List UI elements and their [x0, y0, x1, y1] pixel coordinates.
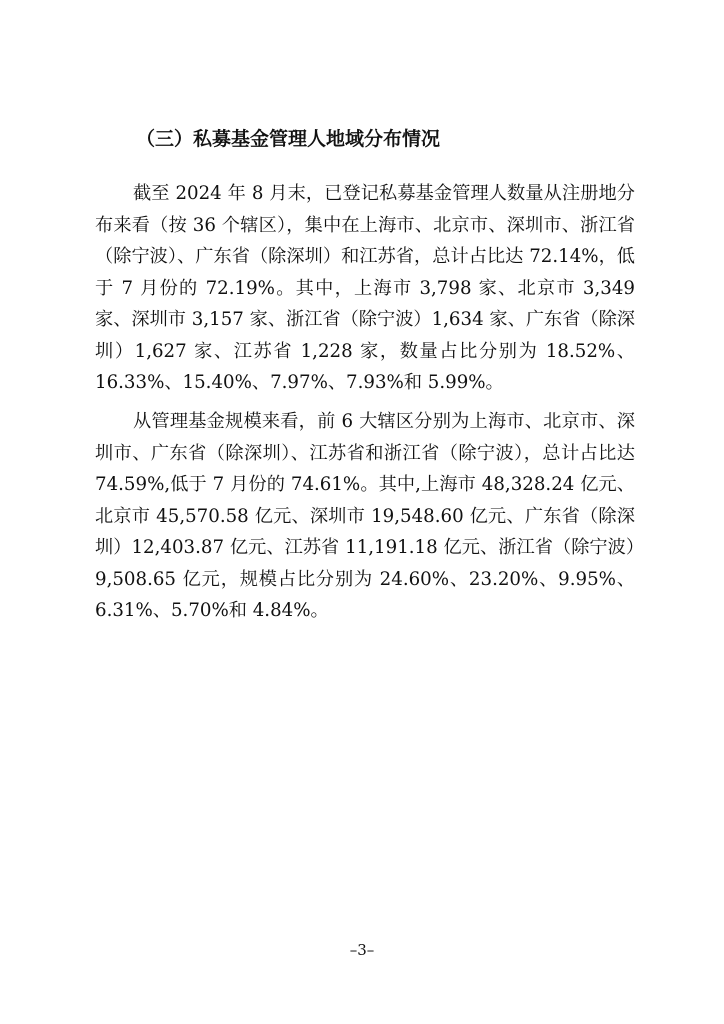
- paragraph-fund-scale-distribution: 从管理基金规模来看，前 6 大辖区分别为上海市、北京市、深圳市、广东省（除深圳）、江苏省和浙江省（除宁波），总计占比达 74.59%,低于 7 月份的 74.61%。其中,上海市 48,328.24 亿元、北京市 45,570.58 亿元、深圳市 19,548.60 亿元、广东省（除深圳）12,403.87 亿元、江苏省 11,191.18 亿元、浙江省（除宁波）9,508.65 亿元，规模占比分别为 24.60%、23.20%、9.95%、6.31%、5.70%和 4.84%。: [95, 411, 635, 622]
- page-number: –3–: [349, 941, 375, 959]
- section-heading: （三）私募基金管理人地域分布情况: [136, 128, 441, 150]
- paragraph-manager-count-distribution: 截至 2024 年 8 月末，已登记私募基金管理人数量从注册地分布来看（按 36 个辖区），集中在上海市、北京市、深圳市、浙江省（除宁波）、广东省（除深圳）和江苏省，总计占比达 72.14%，低于 7 月份的 72.19%。其中，上海市 3,798 家、北京市 3,349 家、深圳市 3,157 家、浙江省（除宁波）1,634 家、广东省（除深圳）1,627 家、江苏省 1,228 家，数量占比分别为 18.52%、16.33%、15.40%、7.97%、7.93%和 5.99%。: [95, 183, 635, 394]
